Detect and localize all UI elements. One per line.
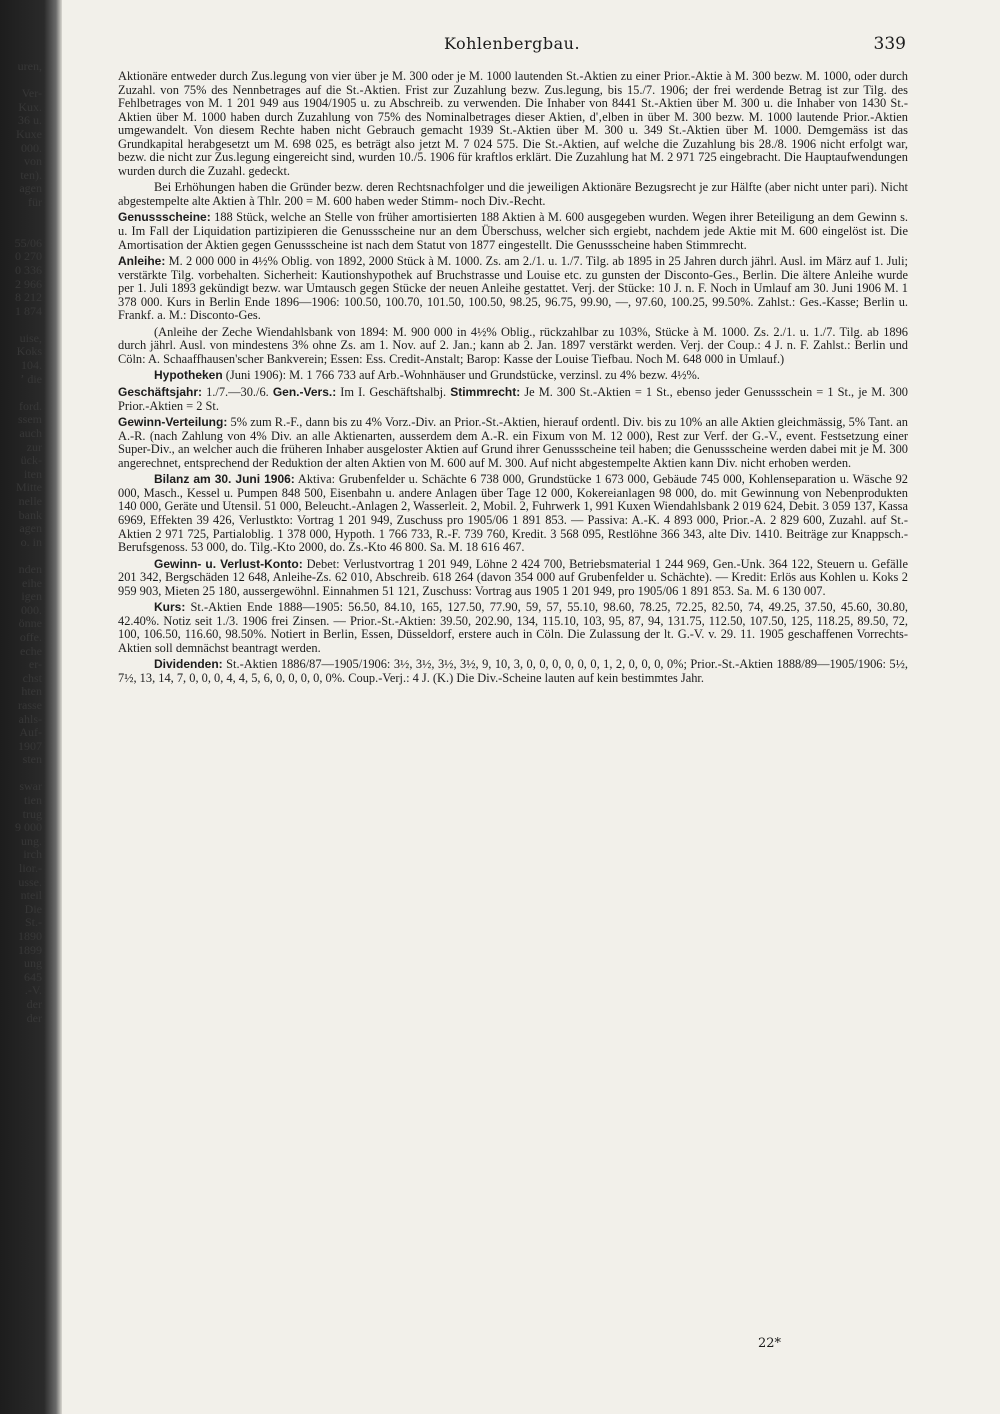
page-number: 339 xyxy=(873,34,906,54)
margin-fragment: 1907 xyxy=(18,738,42,753)
margin-fragment: swar xyxy=(19,779,42,794)
section-label: Gewinn-Verteilung: xyxy=(118,415,228,430)
margin-fragment xyxy=(0,74,42,88)
margin-fragment: 000. xyxy=(21,140,42,155)
section-label: Hypotheken xyxy=(154,368,223,383)
section-label: Genussscheine: xyxy=(118,210,211,225)
margin-fragment: 2 966 xyxy=(15,276,42,291)
margin-fragment: irch xyxy=(23,847,42,862)
margin-fragment: 1 874 xyxy=(15,303,42,318)
margin-fragment xyxy=(0,210,42,224)
margin-fragment: der xyxy=(26,996,42,1011)
section-label: Geschäftsjahr: xyxy=(118,385,203,400)
margin-fragment: zur xyxy=(26,439,42,454)
margin-fragment: St.- xyxy=(24,915,42,930)
section-text: Debet: Verlustvortrag 1 201 949, Löhne 2 424 700, Betriebsmaterial 1 244 969, Gen.-Unk. 364 122, Steuern u. Gefälle 201 342, Bergschäden 12 648, Anleihe-Zs. 62 010, Abschreib. 618 264 (davon 354 000 auf Grubenfelder u. Schächte). — Kredit: Erlös aus Kohlen u. Koks 2 959 903, Mieten 25 180, aussergewöhnl. Einnahmen 51 121, Zuschuss: Vortrag aus 1905 1 201 949, pro 1905/06 1 891 853. Sa. M. 6 130 007. xyxy=(118,556,908,598)
margin-fragment: uise, xyxy=(19,330,42,345)
margin-fragment: 000. xyxy=(21,602,42,617)
section-text: (Juni 1906): M. 1 766 733 auf Arb.-Wohnhäuser und Grundstücke, verzinsl. zu 4% bezw. 4½%. xyxy=(225,368,700,383)
section-kurs xyxy=(118,601,908,655)
margin-fragment: nteil xyxy=(20,888,42,903)
section-hypotheken xyxy=(118,369,908,383)
paragraph-capital-reduction: Aktionäre entweder durch Zus.legung von vier über je M. 300 oder je M. 1000 lautenden St.-Aktien zu einer Prior.-Aktie à M. 300 bezw. M. 1000, oder durch Zuzahl. von 75% des Nennbetrages auf die St.-Aktien. Frist zur Zuzahlung bezw. Zus.legung, bis 15./7. 1906; der frei werdende Betrag ist zur Tilg. des Fehlbetrages von M. 1 201 949 aus 1904/1905 u. zu Abschreib. zu verwenden. Die Inhaber von 8441 St.-Aktien über M. 300 u. die Inhaber von 1430 St.-Aktien über M. 1000 haben durch Zuzahlung von 75% des Nominalbetrages dieser Aktien, d'‚elben in über M. 300 bezw. M. 1000 lautende Prior.-Aktien umgewandelt. Von diesem Rechte haben nicht Gebrauch gemacht 1939 St.-Aktien über M. 300 u. 349 St.-Aktien über M. 1000. Demgemäss ist das Grundkapital herabgesetzt um M. 698 025, es beträgt also jetzt M. 7 024 575. Die St.-Aktien, auf welche die Zuzahlung bis 28./8. 1906 nicht erfolgt war, bezw. die nicht zur Zus.legung eingereicht sind, wurden 10./5. 1906 für kraftlos erklärt. Die Zuzahlung hat M. 2 971 725 eingebracht. Die Hauptaufwendungen wurden durch die Zuzahl. gedeckt. xyxy=(118,69,908,178)
margin-fragment: ssem xyxy=(18,412,42,427)
margin-fragment: hten xyxy=(21,684,42,699)
margin-fragment: agen xyxy=(19,181,42,196)
section-text: 1./7.—30./6. xyxy=(206,385,269,400)
section-anleihe xyxy=(118,255,908,323)
margin-fragment: der xyxy=(26,1010,42,1025)
section-genussscheine xyxy=(118,211,908,252)
margin-fragment: offe. xyxy=(19,629,42,644)
margin-fragment: agen xyxy=(19,521,42,536)
signature-mark: 22* xyxy=(758,1336,782,1351)
margin-fragment: nelle xyxy=(18,494,42,508)
margin-fragment: 645 xyxy=(24,969,42,984)
section-gewinn-verteilung xyxy=(118,416,908,470)
adjacent-page-margin xyxy=(0,60,42,1360)
margin-fragment: lior.- xyxy=(19,861,42,876)
margin-fragment: für xyxy=(28,194,42,209)
margin-fragment: 1890 xyxy=(18,929,42,943)
section-dividenden xyxy=(118,658,908,685)
margin-fragment: ück- xyxy=(20,453,42,468)
main-text xyxy=(118,70,908,689)
section-label: Dividenden: xyxy=(154,657,223,672)
section-text: Aktiva: Grubenfelder u. Schächte 6 738 000, Grundstücke 1 673 000, Gebäude 745 000, Kohlenseparation u. Wäsche 92 000, Masch., Kessel u. Pumpen 848 500, Eisenbahn u. andere Anlagen über Tage 12 000, Kokereianlagen 98 000, do. mit Gewinnung von Nebenprodukten 140 000, Geräte und Utensil. 51 000, Beleucht.-Anlagen 2, Wasserleit. 2, Mobil. 2, Fuhrwerk 1, 991 Kuxen Wiendahlsbank 2 019 624, Debit. 3 059 137, Kassa 6969, Effekten 39 426, Verlustkto: Vortrag 1 201 949, Zuschuss pro 1905/06 1 891 853. — Passiva: A.-K. 4 893 000, Prior.-A. 2 829 600, Zuzahl. auf St.-Aktien 2 971 725, Partialoblig. 1 378 000, Hypoth. 1 766 733, R.-F. 739 760, Kredit. 3 568 095, Restlöhne 366 343, alte Div. 1410. Beiträge zur Knappsch.-Berufsgenoss. 53 000, do. Tilg.-Kto 2000, do. Zs.-Kto 46 800. Sa. M. 18 616 467. xyxy=(118,472,908,555)
paragraph-anleihe-wiendahlsbank: (Anleihe der Zeche Wiendahlsbank von 1894: M. 900 000 in 4½% Oblig., rückzahlbar zu 103%, Stücke à M. 1000. Zs. 2./1. u. 1./7. Tilg. ab 1896 durch jährl. Ausl. von mindestens 3% ohne Zs. am 1. Nov. auf 2. Jan.; kann ab 2. Jan. 1897 verstärkt werden. Verj. der Coup.: 4 J. n. F. Zahlst.: Berlin und Cöln: A. Schaaffhausen'scher Bankverein; Essen: Ess. Credit-Anstalt; Barop: Kasse der Louise Tiefbau. Noch M. 648 000 in Umlauf.) xyxy=(118,324,908,366)
margin-fragment: Mitte xyxy=(16,480,42,495)
margin-fragment: tien xyxy=(24,793,42,808)
section-label: Bilanz am 30. Juni 1906: xyxy=(154,472,295,487)
margin-fragment: .-V. xyxy=(24,983,42,998)
margin-fragment: ung xyxy=(24,956,42,971)
section-text: 5% zum R.-F., dann bis zu 4% Vorz.-Div. an Prior.-St.-Aktien, hierauf ordentl. Div. bis zu 10% an alle Aktien gleichmässig, 5% Tant. an A.-R. (nach Zahlung von 4% Div. an alle Aktienarten, ausserdem dem A.-R. ein Fixum von M. 12 000), Rest zur Verf. der G.-V., event. Festsetzung einer Super-Div., an welcher auch die früheren Inhaber ausgeloster Aktien auf Grund ihrer Genussscheine teil haben; die Genussscheine werden dabei mit je M. 300 angerechnet, entsprechend der Reduktion der alten Aktien von M. 600 auf M. 300. Auf nicht abgestempelte Aktien kann Div. nicht erhoben werden. xyxy=(118,415,908,470)
margin-fragment: uren, xyxy=(17,60,42,73)
margin-fragment: Auf- xyxy=(19,725,42,740)
paragraph-subscription-rights: Bei Erhöhungen haben die Gründer bezw. deren Rechtsnachfolger und die jeweiligen Aktionäre Bezugsrecht je zur Hälfte (aber nicht unter pari). Nicht abgestempelte alte Aktien à Thlr. 200 = M. 600 haben weder Stimm- noch Div.-Recht. xyxy=(118,180,908,208)
section-text: St.-Aktien Ende 1888—1905: 56.50, 84.10, 165, 127.50, 77.90, 59, 57, 55.10, 98.60, 78.25, 72.25, 82.50, 74, 49.25, 37.50, 45.60, 30.80, 42.40%. Notiz seit 1./3. 1906 frei Zinsen. — Prior.-St.-Aktien: 39.50, 202.90, 134, 115.10, 103, 95, 87, 94, 131.75, 112.50, 107.50, 125, 118.25, 89.50, 72, 100, 106.50, 116.60, 98.50%. Notiert in Berlin, Essen, Düsseldorf, erstere auch in Cöln. Die Zulassung der lt. G.-V. v. 29. 11. 1905 geschaffenen Vorrechts-Aktien soll demnächst beantragt werden. xyxy=(118,600,909,655)
section-label: Kurs: xyxy=(154,600,186,615)
margin-fragment: er- xyxy=(28,657,42,672)
margin-fragment: sten xyxy=(22,752,42,767)
margin-fragment: Kuxe xyxy=(16,126,42,141)
margin-fragment: Die xyxy=(24,901,42,916)
margin-fragment: eche xyxy=(20,643,42,658)
margin-fragment: ahls- xyxy=(18,711,42,726)
running-title: Kohlenbergbau. xyxy=(443,34,581,53)
margin-fragment: 1899 xyxy=(18,942,42,957)
section-text: St.-Aktien 1886/87—1905/1906: 3½, 3½, 3½, 3½, 9, 10, 3, 0, 0, 0, 0, 0, 0, 1, 2, 0, 0, 0, 0%; Prior.-St.-Aktien 1888/89—1905/1906: 5½, 7½, 13, 14, 7, 0, 0, 0, 4, 4, 5, 6, 0, 0, 0, 0, 0%. Coup.-Verj.: 4 J. (K.) Die Div.-Scheine lauten auf kein bestimmtes Jahr. xyxy=(118,657,908,685)
margin-fragment xyxy=(0,223,42,237)
margin-fragment: auch xyxy=(19,426,42,441)
section-bilanz xyxy=(118,473,908,554)
section-geschaeftsjahr xyxy=(118,386,908,413)
section-text: 188 Stück, welche an Stelle von früher amortisierten 188 Aktien à M. 600 ausgegeben wurden. Wegen ihrer Beteiligung an dem Gewinn s. u. Im Fall der Liquidation partizipieren die Genussscheine nur an dem Überschuss, welcher sich ergiebt, nachdem jede Aktie mit M. 600 eingelöst ist. Die Amortisation der Aktien gegen Genussscheine ist nach dem Statut von 1877 eingestellt. Die Genussscheine haben Stimmrecht. xyxy=(118,210,908,252)
margin-fragment: 9 000 xyxy=(15,820,42,835)
margin-fragment: ten). xyxy=(20,167,42,182)
margin-fragment: rasse xyxy=(18,697,42,712)
section-text: Im I. Geschäftshalbj. xyxy=(340,385,447,400)
margin-fragment: ford. xyxy=(19,398,42,413)
margin-fragment: 104. xyxy=(21,358,42,373)
margin-fragment: 55/06 xyxy=(14,235,42,250)
margin-fragment: eihe xyxy=(22,575,42,590)
margin-fragment: o. in xyxy=(20,534,42,549)
margin-fragment: trug xyxy=(22,806,42,821)
section-text: Je M. 300 St.-Aktien = 1 St., ebenso jeder Genussschein = 1 St., je M. 300 Prior.-Aktien = 2 St. xyxy=(118,385,908,413)
page-header xyxy=(118,34,906,58)
section-text: M. 2 000 000 in 4½% Oblig. von 1892, 2000 Stück à M. 1000. Zs. am 2./1. u. 1./7. Tilg. ab 1895 in 25 Jahren durch jährl. Ausl. im März auf 1. Juli; verstärkte Tilg. vorbehalten. Sicherheit: Kautionshypothek auf Bruchstrasse und Louise etc. zu gunsten der Disconto-Ges., Berlin. Die ältere Anleihe wurde per 1. Juli 1893 gekündigt bezw. war Umtausch gegen Stücke der neuen Anleihe gestattet. Verj. der Stücke: 10 J. n. F. Noch in Umlauf am 30. Juni 1906 M. 1 378 000. Kurs in Berlin Ende 1896—1906: 100.50, 100.70, 101.50, 100.50, 98.25, 96.75, 99.90, —, 97.60, 100.25, 99.50%. Zahlst.: Ges.-Kasse; Berlin u. Frankf. a. M.: Disconto-Ges. xyxy=(118,254,908,323)
margin-fragment: iten xyxy=(24,466,42,481)
margin-fragment: 36 u. xyxy=(18,113,42,128)
margin-fragment: Kux. xyxy=(18,99,42,114)
section-label: Stimmrecht: xyxy=(450,385,521,400)
margin-fragment: önne xyxy=(18,616,42,631)
section-label: Anleihe: xyxy=(118,254,166,269)
section-label: Gewinn- u. Verlust-Konto: xyxy=(154,556,303,571)
margin-fragment xyxy=(0,767,42,781)
margin-fragment: 0 270 xyxy=(15,249,42,264)
section-label: Gen.-Vers.: xyxy=(272,385,337,400)
margin-fragment: nden xyxy=(18,561,42,576)
margin-fragment xyxy=(0,318,42,332)
margin-fragment: 8 212 xyxy=(15,290,42,305)
margin-fragment: ʼ die xyxy=(20,371,42,386)
margin-fragment: chst xyxy=(22,670,42,685)
margin-fragment xyxy=(0,386,42,400)
margin-fragment: 0 336 xyxy=(15,262,42,277)
margin-fragment: usse. xyxy=(18,874,42,889)
margin-fragment: igen xyxy=(21,589,42,604)
section-gewinn-verlust xyxy=(118,558,908,599)
margin-fragment: von xyxy=(24,154,42,169)
margin-fragment: Ver- xyxy=(21,86,42,101)
margin-fragment: bank xyxy=(18,507,42,522)
margin-fragment: Koks xyxy=(16,344,42,359)
margin-fragment xyxy=(0,549,42,563)
margin-fragment: ung. xyxy=(21,833,42,848)
